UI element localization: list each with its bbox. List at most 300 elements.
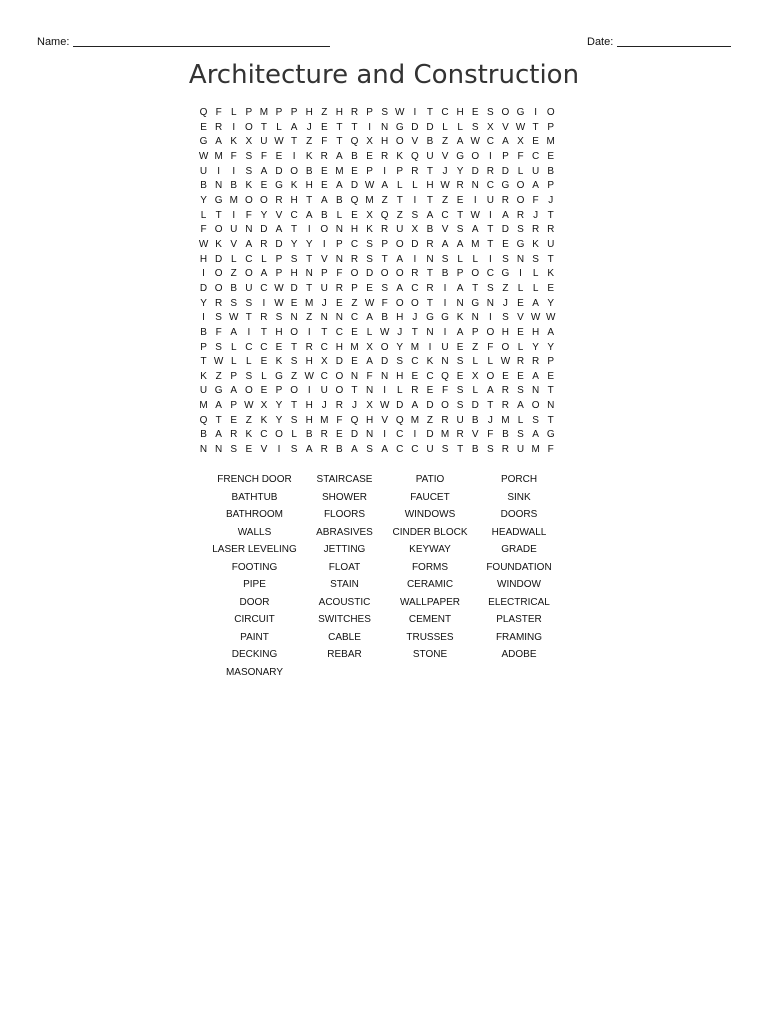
grid-letter: L xyxy=(230,341,237,353)
grid-letter: U xyxy=(245,282,253,294)
grid-letter: T xyxy=(547,385,554,397)
grid-letter: P xyxy=(336,238,343,250)
grid-letter: T xyxy=(426,107,433,118)
grid-letter: P xyxy=(366,165,373,177)
grid-letter: K xyxy=(366,224,373,236)
grid-letter: A xyxy=(305,209,313,221)
grid-letter: Q xyxy=(380,209,389,221)
grid-letter: S xyxy=(486,444,494,456)
word-list-item: WINDOWS xyxy=(404,509,456,520)
grid-letter: S xyxy=(275,312,283,324)
word-list-item: PORCH xyxy=(500,474,538,485)
grid-letter: R xyxy=(501,444,510,456)
grid-letter: A xyxy=(547,326,555,338)
grid-letter: T xyxy=(457,209,464,221)
grid-letter: N xyxy=(215,444,223,456)
grid-letter: T xyxy=(396,194,403,206)
grid-letter: A xyxy=(305,444,313,456)
grid-letter: T xyxy=(321,326,328,338)
grid-letter: Z xyxy=(321,107,328,118)
grid-letter: A xyxy=(290,121,298,133)
grid-letter: D xyxy=(260,224,268,236)
grid-letter: F xyxy=(215,107,222,118)
grid-letter: E xyxy=(502,238,509,250)
grid-letter: T xyxy=(291,400,298,412)
grid-letter: P xyxy=(320,268,328,280)
grid-letter: U xyxy=(396,224,404,236)
grid-letter: T xyxy=(306,253,313,265)
grid-letter: G xyxy=(214,194,223,206)
grid-letter: G xyxy=(275,370,283,382)
grid-letter: O xyxy=(290,385,298,397)
grid-letter: A xyxy=(320,194,328,206)
grid-letter: H xyxy=(305,414,313,426)
grid-letter: S xyxy=(532,414,539,426)
grid-letter: L xyxy=(457,121,463,133)
grid-letter: V xyxy=(230,238,238,250)
grid-letter: A xyxy=(366,312,373,324)
grid-row xyxy=(196,209,558,224)
grid-row xyxy=(196,443,558,458)
grid-letter: W xyxy=(274,282,284,294)
grid-letter: M xyxy=(259,107,269,118)
grid-letter: K xyxy=(456,312,464,324)
grid-letter: T xyxy=(291,341,298,353)
grid-letter: J xyxy=(321,297,327,309)
grid-letter: A xyxy=(215,136,222,148)
grid-letter: E xyxy=(502,370,509,382)
grid-letter: F xyxy=(487,429,494,441)
grid-letter: I xyxy=(217,165,221,177)
word-list-item: GRADE xyxy=(501,544,537,555)
grid-letter: B xyxy=(547,165,555,177)
grid-letter: D xyxy=(471,400,479,412)
grid-letter: D xyxy=(290,282,298,294)
grid-letter: W xyxy=(274,297,284,309)
grid-letter: C xyxy=(245,341,253,353)
grid-letter: B xyxy=(441,268,449,280)
grid-letter: A xyxy=(502,136,509,148)
grid-letter: O xyxy=(380,268,389,280)
grid-letter: U xyxy=(426,444,434,456)
grid-letter: N xyxy=(381,370,389,382)
grid-letter: W xyxy=(500,356,511,368)
grid-letter: H xyxy=(305,400,313,412)
grid-letter: S xyxy=(215,312,222,324)
grid-letter: L xyxy=(276,121,282,133)
word-list-item: DOOR xyxy=(239,596,270,608)
grid-letter: T xyxy=(291,224,298,236)
grid-letter: O xyxy=(275,429,283,441)
grid-letter: T xyxy=(351,121,358,133)
grid-letter: K xyxy=(305,150,313,162)
grid-letter: D xyxy=(365,268,374,280)
grid-row xyxy=(196,253,558,268)
grid-letter: Z xyxy=(306,312,313,324)
grid-letter: E xyxy=(245,444,253,456)
grid-letter: N xyxy=(290,312,298,324)
grid-letter: P xyxy=(456,268,464,280)
grid-letter: X xyxy=(320,356,328,368)
grid-letter: W xyxy=(213,356,224,368)
grid-letter: A xyxy=(336,180,343,192)
grid-letter: G xyxy=(275,180,283,192)
grid-letter: X xyxy=(245,136,253,148)
grid-letter: P xyxy=(275,107,283,118)
grid-row xyxy=(196,297,558,312)
grid-letter: R xyxy=(381,150,389,162)
grid-letter: A xyxy=(366,356,373,368)
grid-letter: W xyxy=(440,180,450,192)
grid-letter: J xyxy=(397,326,403,338)
grid-letter: O xyxy=(380,341,389,353)
grid-letter: B xyxy=(200,326,207,338)
grid-letter: R xyxy=(230,429,238,441)
grid-letter: O xyxy=(395,136,404,148)
grid-letter: H xyxy=(456,107,464,118)
grid-row xyxy=(196,267,558,282)
grid-letter: I xyxy=(202,268,205,280)
grid-letter: O xyxy=(486,326,495,338)
grid-letter: I xyxy=(413,429,417,441)
grid-letter: N xyxy=(471,312,479,324)
grid-letter: L xyxy=(396,385,403,397)
grid-letter: B xyxy=(502,429,509,441)
grid-letter: B xyxy=(471,444,479,456)
grid-letter: W xyxy=(198,238,209,250)
word-list-item: LASER LEVELING xyxy=(212,544,297,555)
grid-letter: V xyxy=(275,209,283,221)
grid-letter: U xyxy=(199,165,208,177)
grid-letter: N xyxy=(531,385,540,397)
grid-letter: A xyxy=(456,282,464,294)
grid-letter: S xyxy=(381,282,388,294)
grid-letter: U xyxy=(320,385,328,397)
grid-letter: V xyxy=(320,253,328,265)
word-list-item: STAIRCASE xyxy=(316,474,373,485)
grid-letter: R xyxy=(441,414,449,426)
grid-letter: E xyxy=(517,326,524,338)
grid-letter: O xyxy=(335,385,344,397)
grid-letter: L xyxy=(457,253,463,265)
grid-letter: T xyxy=(426,165,433,177)
grid-letter: B xyxy=(336,444,343,456)
grid-row xyxy=(196,370,558,385)
grid-letter: A xyxy=(532,429,539,441)
grid-letter: Q xyxy=(199,107,208,118)
grid-letter: H xyxy=(199,253,208,265)
grid-letter: I xyxy=(322,238,326,250)
grid-letter: H xyxy=(305,107,313,118)
grid-letter: S xyxy=(245,297,253,309)
grid-letter: T xyxy=(306,194,313,206)
grid-letter: F xyxy=(260,150,267,162)
grid-letter: I xyxy=(413,194,417,206)
grid-letter: W xyxy=(515,121,526,133)
grid-letter: P xyxy=(230,370,238,382)
grid-letter: F xyxy=(215,326,222,338)
grid-letter: Z xyxy=(291,370,298,382)
grid-letter: A xyxy=(532,370,539,382)
grid-letter: L xyxy=(532,282,539,294)
grid-letter: V xyxy=(381,414,388,426)
grid-letter: P xyxy=(351,282,358,294)
word-list-item: SHOWER xyxy=(322,491,367,503)
grid-letter: G xyxy=(501,180,510,192)
grid-letter: D xyxy=(350,429,359,441)
grid-letter: U xyxy=(230,224,238,236)
grid-letter: B xyxy=(471,414,479,426)
grid-letter: I xyxy=(202,312,205,324)
grid-letter: A xyxy=(456,136,464,148)
grid-letter: C xyxy=(441,107,449,118)
grid-letter: S xyxy=(486,107,494,118)
grid-letter: I xyxy=(307,326,311,338)
grid-letter: E xyxy=(366,150,373,162)
grid-letter: K xyxy=(396,150,404,162)
grid-letter: R xyxy=(320,444,328,456)
grid-letter: J xyxy=(321,400,327,412)
grid-letter: L xyxy=(230,107,237,118)
grid-letter: W xyxy=(274,136,284,148)
grid-letter: Z xyxy=(215,370,222,382)
grid-letter: A xyxy=(260,165,268,177)
grid-letter: E xyxy=(351,165,358,177)
grid-letter: S xyxy=(502,312,509,324)
grid-letter: N xyxy=(441,356,449,368)
grid-letter: Y xyxy=(290,238,298,250)
grid-letter: R xyxy=(516,209,525,221)
grid-letter: K xyxy=(547,268,555,280)
grid-letter: B xyxy=(351,150,358,162)
grid-letter: T xyxy=(426,194,433,206)
grid-letter: L xyxy=(261,370,267,382)
grid-letter: S xyxy=(441,253,449,265)
grid-letter: M xyxy=(320,414,329,426)
grid-letter: H xyxy=(275,326,283,338)
grid-letter: R xyxy=(426,238,434,250)
grid-letter: D xyxy=(199,282,208,294)
grid-letter: O xyxy=(214,282,223,294)
grid-letter: G xyxy=(426,312,434,324)
grid-letter: W xyxy=(379,400,390,412)
grid-letter: R xyxy=(335,282,343,294)
grid-letter: Y xyxy=(260,209,268,221)
grid-letter: L xyxy=(366,326,373,338)
word-list-item: ABRASIVES xyxy=(316,526,373,538)
grid-letter: X xyxy=(517,136,524,148)
grid-letter: F xyxy=(547,444,554,456)
grid-letter: E xyxy=(260,385,268,397)
grid-letter: U xyxy=(320,282,328,294)
grid-letter: U xyxy=(199,385,208,397)
grid-letter: T xyxy=(532,121,539,133)
grid-letter: Z xyxy=(472,341,479,353)
grid-letter: S xyxy=(366,238,373,250)
grid-letter: O xyxy=(244,385,253,397)
grid-letter: I xyxy=(473,194,477,206)
grid-letter: O xyxy=(531,400,540,412)
grid-letter: E xyxy=(456,194,464,206)
word-list-item: FOOTING xyxy=(231,561,278,573)
date-blank-line xyxy=(617,36,731,47)
grid-letter: I xyxy=(247,326,251,338)
grid-letter: N xyxy=(365,385,374,397)
grid-letter: T xyxy=(351,385,358,397)
grid-letter: S xyxy=(456,224,464,236)
grid-letter: I xyxy=(488,253,492,265)
grid-letter: A xyxy=(230,326,238,338)
grid-letter: Y xyxy=(396,341,404,353)
grid-letter: Q xyxy=(441,370,449,382)
grid-letter: A xyxy=(456,326,464,338)
grid-letter: N xyxy=(335,312,343,324)
grid-letter: H xyxy=(426,180,434,192)
grid-letter: O xyxy=(516,180,525,192)
grid-letter: O xyxy=(516,194,525,206)
grid-letter: E xyxy=(260,356,268,368)
grid-letter: I xyxy=(488,150,492,162)
grid-letter: O xyxy=(290,165,298,177)
grid-letter: U xyxy=(456,414,464,426)
word-list-item: BATHTUB xyxy=(231,491,278,503)
grid-letter: W xyxy=(244,400,254,412)
grid-letter: E xyxy=(230,414,238,426)
grid-letter: E xyxy=(366,282,373,294)
grid-letter: C xyxy=(411,444,419,456)
grid-letter: E xyxy=(320,121,328,133)
grid-letter: A xyxy=(441,238,449,250)
grid-letter: Q xyxy=(199,414,208,426)
grid-letter: C xyxy=(260,282,268,294)
grid-letter: Z xyxy=(396,209,403,221)
grid-letter: A xyxy=(486,385,494,397)
grid-letter: B xyxy=(305,165,313,177)
grid-letter: L xyxy=(336,209,343,221)
grid-letter: L xyxy=(200,209,207,221)
grid-letter: P xyxy=(502,150,509,162)
grid-letter: J xyxy=(306,121,312,133)
grid-letter: O xyxy=(441,400,449,412)
word-list-item: ADOBE xyxy=(501,649,537,660)
grid-row xyxy=(196,121,558,136)
grid-letter: T xyxy=(215,209,222,221)
grid-letter: K xyxy=(215,238,222,250)
grid-letter: S xyxy=(230,297,238,309)
grid-row xyxy=(196,135,558,150)
grid-row xyxy=(196,414,558,429)
grid-letter: C xyxy=(411,282,419,294)
grid-letter: Z xyxy=(230,268,237,280)
grid-letter: Z xyxy=(426,414,433,426)
grid-letter: R xyxy=(501,400,510,412)
grid-letter: H xyxy=(290,268,298,280)
grid-letter: A xyxy=(396,282,404,294)
grid-letter: W xyxy=(198,150,209,162)
grid-letter: U xyxy=(516,444,525,456)
grid-letter: V xyxy=(411,136,419,148)
grid-row xyxy=(196,399,558,414)
grid-letter: P xyxy=(275,268,283,280)
word-list-item: SINK xyxy=(507,491,531,503)
grid-letter: B xyxy=(381,312,388,324)
grid-letter: L xyxy=(230,253,237,265)
grid-letter: A xyxy=(502,209,509,221)
grid-letter: X xyxy=(486,121,494,133)
grid-letter: D xyxy=(275,238,283,250)
word-list-item: DECKING xyxy=(231,649,278,660)
grid-letter: N xyxy=(471,180,479,192)
grid-letter: F xyxy=(200,224,207,236)
grid-letter: A xyxy=(532,180,539,192)
grid-letter: F xyxy=(381,297,388,309)
grid-letter: D xyxy=(411,238,419,250)
grid-letter: Y xyxy=(305,238,313,250)
grid-letter: P xyxy=(471,326,479,338)
grid-letter: D xyxy=(396,400,404,412)
word-list-item: HEADWALL xyxy=(491,526,547,538)
grid-letter: K xyxy=(230,136,238,148)
grid-letter: X xyxy=(366,341,373,353)
grid-letter: P xyxy=(547,356,555,368)
word-list-item: CINDER BLOCK xyxy=(392,526,468,538)
grid-letter: E xyxy=(320,180,328,192)
grid-letter: O xyxy=(244,194,253,206)
date-label: Date: xyxy=(587,36,614,48)
grid-letter: Z xyxy=(245,414,252,426)
grid-letter: I xyxy=(368,121,371,133)
grid-letter: E xyxy=(471,107,479,118)
grid-letter: F xyxy=(487,341,494,353)
grid-letter: T xyxy=(381,253,388,265)
grid-letter: C xyxy=(320,341,328,353)
grid-letter: S xyxy=(517,429,524,441)
grid-row xyxy=(196,341,558,356)
grid-letter: O xyxy=(290,326,298,338)
grid-letter: N xyxy=(320,312,328,324)
word-list-item: PLASTER xyxy=(496,614,542,625)
grid-letter: F xyxy=(532,194,539,206)
grid-letter: M xyxy=(546,136,555,148)
grid-letter: E xyxy=(275,341,283,353)
grid-letter: X xyxy=(366,136,373,148)
grid-letter: C xyxy=(350,238,359,250)
grid-letter: R xyxy=(501,194,510,206)
grid-letter: M xyxy=(471,238,480,250)
grid-letter: E xyxy=(532,136,539,148)
grid-letter: B xyxy=(230,180,238,192)
grid-letter: N xyxy=(456,297,464,309)
grid-letter: I xyxy=(383,385,387,397)
word-list-item: CABLE xyxy=(328,631,361,643)
word-list-item: TRUSSES xyxy=(406,631,454,643)
grid-letter: S xyxy=(381,107,388,118)
grid-letter: I xyxy=(383,429,387,441)
grid-letter: S xyxy=(245,165,253,177)
grid-letter: S xyxy=(230,444,238,456)
grid-letter: M xyxy=(531,444,540,456)
grid-letter: H xyxy=(335,341,343,353)
grid-letter: A xyxy=(336,150,343,162)
grid-letter: E xyxy=(547,150,555,162)
grid-letter: C xyxy=(260,429,268,441)
grid-letter: P xyxy=(396,165,404,177)
grid-letter: C xyxy=(441,209,449,221)
grid-letter: Z xyxy=(381,194,388,206)
grid-letter: D xyxy=(501,165,510,177)
grid-letter: D xyxy=(426,121,434,133)
grid-letter: F xyxy=(441,385,449,397)
